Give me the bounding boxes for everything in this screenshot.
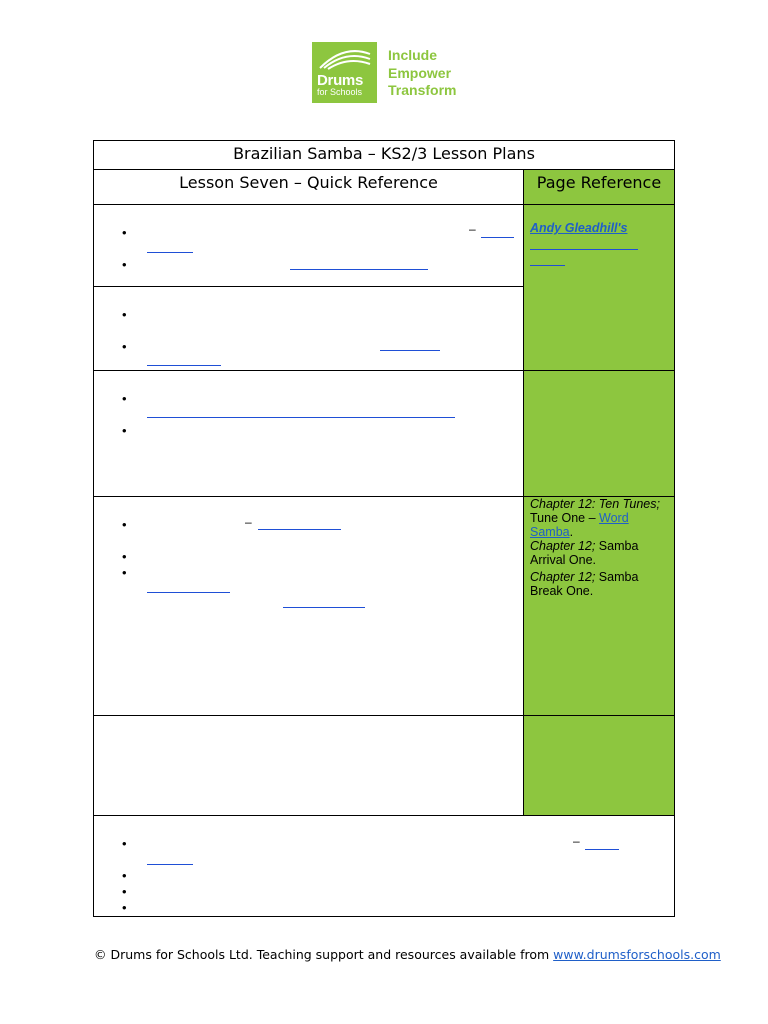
list-bullet: •	[122, 391, 127, 406]
list-bullet: •	[122, 900, 127, 915]
tagline-include: Include	[388, 47, 438, 63]
tagline-empower: Empower	[388, 65, 452, 81]
redacted-link[interactable]	[258, 529, 341, 530]
chapter-label: Chapter 12;	[530, 570, 596, 584]
period: .	[569, 525, 574, 539]
word-samba-link-part1[interactable]: Word	[599, 511, 629, 525]
table-row	[93, 286, 524, 371]
footer	[94, 947, 721, 962]
list-bullet: •	[122, 257, 127, 272]
tune-one-line	[530, 511, 629, 525]
samba-arrival-ref	[530, 539, 638, 553]
page-reference-header-text: Page Reference	[536, 173, 662, 192]
dash-separator: –	[245, 515, 252, 529]
redacted-link[interactable]	[147, 365, 221, 366]
page-reference-cell	[523, 370, 675, 497]
list-bullet: •	[122, 339, 127, 354]
logo-brand-schools: for Schools	[317, 87, 363, 97]
lesson-subtitle: Lesson Seven – Quick Reference	[179, 173, 438, 192]
redacted-link[interactable]	[530, 265, 565, 266]
dash-separator: –	[469, 222, 476, 236]
redacted-link[interactable]	[530, 249, 638, 250]
samba-arrival-line2: Arrival One.	[530, 553, 596, 567]
samba-break-text1: Samba	[595, 570, 639, 584]
redacted-link[interactable]	[283, 607, 365, 608]
footer-website-link[interactable]: www.drumsforschools.com	[553, 947, 721, 962]
list-bullet: •	[122, 565, 127, 580]
list-bullet: •	[122, 836, 127, 851]
author-reference-link[interactable]: Andy Gleadhill's	[530, 221, 628, 235]
list-bullet: •	[122, 884, 127, 899]
logo-arcs-icon	[312, 42, 377, 72]
redacted-link[interactable]	[147, 864, 193, 865]
list-bullet: •	[122, 225, 127, 240]
list-bullet: •	[122, 423, 127, 438]
page-reference-header	[523, 169, 675, 205]
samba-break-line2: Break One.	[530, 584, 594, 598]
table-row	[93, 204, 524, 287]
chapter-label: Chapter 12;	[530, 539, 596, 553]
page-reference-cell	[523, 715, 675, 816]
list-bullet: •	[122, 868, 127, 883]
table-title	[93, 140, 675, 170]
samba-arrival-text1: Samba	[595, 539, 639, 553]
footer-text: © Drums for Schools Ltd. Teaching support and resources available from	[94, 947, 554, 962]
table-row	[93, 496, 524, 716]
tune-one-line2	[530, 525, 573, 539]
redacted-link[interactable]	[147, 592, 230, 593]
table-row	[93, 715, 524, 816]
table-row	[93, 370, 524, 497]
drums-for-schools-logo	[312, 42, 377, 103]
word-samba-link-part2[interactable]: Samba	[530, 525, 570, 539]
redacted-link[interactable]	[481, 237, 514, 238]
page-reference-cell	[523, 204, 675, 371]
list-bullet: •	[122, 549, 127, 564]
list-bullet: •	[122, 517, 127, 532]
tune-one-prefix: Tune One –	[530, 511, 600, 525]
table-row	[93, 815, 675, 917]
tagline-transform: Transform	[388, 82, 457, 98]
logo-brand-drums: Drums	[317, 72, 364, 89]
redacted-link[interactable]	[290, 269, 428, 270]
list-bullet: •	[122, 307, 127, 322]
chapter-ten-tunes: Chapter 12: Ten Tunes;	[530, 497, 660, 511]
redacted-link[interactable]	[585, 849, 619, 850]
redacted-link[interactable]	[147, 417, 455, 418]
redacted-link[interactable]	[380, 350, 440, 351]
redacted-link[interactable]	[147, 252, 193, 253]
samba-break-ref	[530, 570, 638, 584]
lesson-quick-reference-header	[93, 169, 524, 205]
page-reference-cell	[523, 496, 675, 716]
dash-separator: –	[573, 834, 580, 848]
table-title-text: Brazilian Samba – KS2/3 Lesson Plans	[233, 144, 535, 163]
